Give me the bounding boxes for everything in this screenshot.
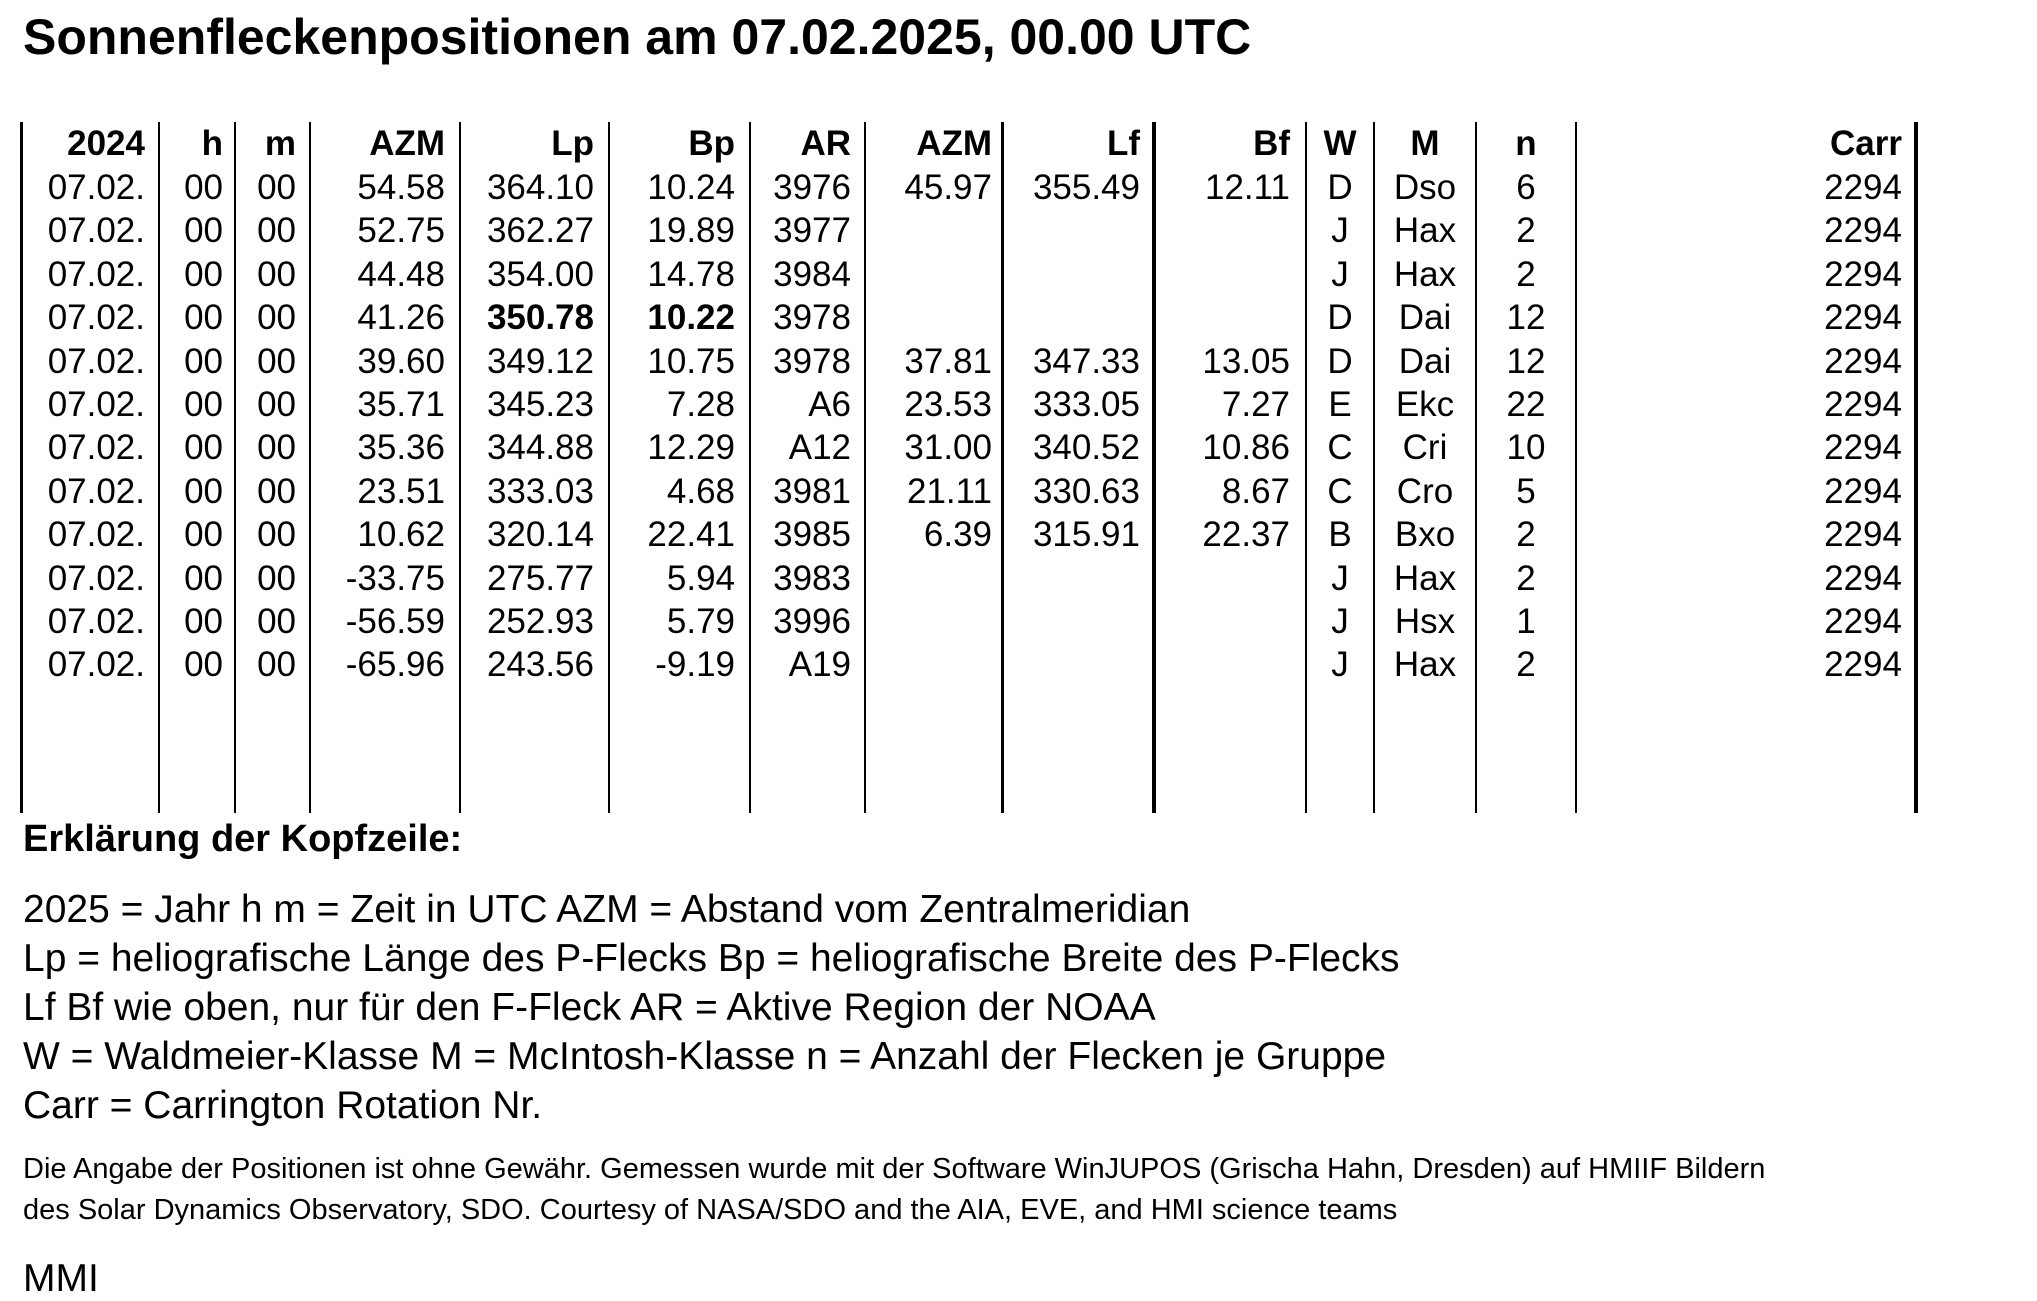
table-cell-h: 00: [184, 168, 223, 207]
table-cell-bp: 12.29: [647, 428, 735, 468]
table-cell-w: C: [1327, 471, 1353, 511]
table-cell-azm-f: 31.00: [904, 428, 992, 468]
table-cell-h: 00: [184, 298, 223, 338]
table-cell-lp: 345.23: [486, 385, 594, 424]
table-cell-carr: 2294: [1824, 341, 1902, 381]
table-cell-year: 07.02.: [47, 254, 145, 294]
header-azm-f: AZM: [916, 124, 992, 163]
legend-line: Carr = Carrington Rotation Nr.: [23, 1084, 543, 1127]
table-cell-h: 00: [184, 428, 223, 468]
table-cell-bp: 22.41: [647, 515, 735, 555]
table-cell-lf: 330.63: [1032, 471, 1140, 511]
table-cell-carr: 2294: [1824, 558, 1902, 598]
legend-line: 2025 = Jahr h m = Zeit in UTC AZM = Abstand vom Zentralmeridian: [23, 888, 1191, 931]
table-cell-year: 07.02.: [47, 602, 145, 641]
table-cell-ar: 3976: [773, 168, 851, 207]
table-cell-carr: 2294: [1824, 254, 1902, 294]
table-cell-w: J: [1331, 254, 1349, 294]
table-cell-m: 00: [257, 254, 296, 294]
table-cell-azm-f: 6.39: [923, 515, 992, 555]
legend-line: W = Waldmeier-Klasse M = McIntosh-Klasse n = Anzahl der Flecken je Gruppe: [23, 1035, 1387, 1078]
table-cell-ar: A12: [788, 428, 851, 468]
table-cell-h: 00: [184, 645, 223, 685]
table-cell-bf: 8.67: [1221, 471, 1290, 511]
table-cell-lp: 320.14: [486, 515, 594, 555]
column-divider: [1914, 122, 1918, 813]
table-cell-lp: 243.56: [486, 645, 594, 685]
table-cell-m-class: Hax: [1393, 254, 1457, 294]
table-cell-bp: 5.94: [666, 558, 735, 598]
table-cell-m: 00: [257, 645, 296, 685]
table-cell-lp: 350.78: [486, 298, 594, 338]
header-n: n: [1515, 124, 1537, 163]
table-cell-ar: 3978: [773, 341, 851, 381]
table-cell-h: 00: [184, 471, 223, 511]
table-cell-w: C: [1327, 428, 1353, 468]
table-cell-n: 22: [1506, 385, 1546, 424]
table-cell-ar: 3984: [773, 254, 851, 294]
table-cell-m: 00: [257, 385, 296, 424]
table-cell-lf: 355.49: [1032, 168, 1140, 207]
table-cell-year: 07.02.: [47, 645, 145, 685]
table-cell-h: 00: [184, 385, 223, 424]
table-cell-w: D: [1327, 298, 1353, 338]
header-azm-p: AZM: [369, 124, 445, 163]
table-cell-azm-f: 23.53: [904, 385, 992, 424]
table-cell-w: J: [1331, 602, 1349, 641]
table-cell-azm-p: 39.60: [357, 341, 445, 381]
table-cell-bf: 12.11: [1205, 168, 1290, 207]
table-cell-n: 1: [1516, 602, 1536, 641]
table-cell-azm-p: 35.36: [357, 428, 445, 468]
header-bf: Bf: [1253, 124, 1290, 163]
table-cell-bp: 7.28: [666, 385, 735, 424]
table-cell-m-class: Bxo: [1394, 515, 1456, 555]
header-bp: Bp: [688, 124, 735, 163]
table-cell-bp: 10.75: [647, 341, 735, 381]
legend-line: Lp = heliografische Länge des P-Flecks Bp = heliografische Breite des P-Flecks: [23, 937, 1400, 980]
table-cell-h: 00: [184, 254, 223, 294]
table-cell-azm-p: -56.59: [345, 602, 445, 641]
table-cell-year: 07.02.: [47, 211, 145, 251]
table-cell-azm-p: -65.96: [345, 645, 445, 685]
table-cell-h: 00: [184, 515, 223, 555]
table-cell-m: 00: [257, 341, 296, 381]
table-cell-lp: 354.00: [486, 254, 594, 294]
table-cell-n: 2: [1516, 254, 1536, 294]
table-cell-lf: 340.52: [1032, 428, 1140, 468]
table-cell-n: 5: [1516, 471, 1536, 511]
table-cell-year: 07.02.: [47, 471, 145, 511]
table-cell-lp: 344.88: [486, 428, 594, 468]
table-cell-azm-f: 45.97: [904, 168, 992, 207]
table-cell-n: 12: [1506, 298, 1546, 338]
table-cell-year: 07.02.: [47, 168, 145, 207]
table-cell-h: 00: [184, 341, 223, 381]
page-title: Sonnenfleckenpositionen am 07.02.2025, 00.00 UTC: [23, 9, 1252, 65]
table-cell-m-class: Ekc: [1395, 385, 1455, 424]
table-cell-bp: 10.24: [647, 168, 735, 207]
table-cell-lp: 364.10: [486, 168, 594, 207]
table-cell-carr: 2294: [1824, 385, 1902, 424]
table-cell-w: J: [1331, 558, 1349, 598]
table-cell-m-class: Dai: [1398, 298, 1452, 338]
table-cell-bf: 13.05: [1202, 341, 1290, 381]
table-cell-year: 07.02.: [47, 558, 145, 598]
table-cell-bp: -9.19: [655, 645, 735, 685]
table-cell-m: 00: [257, 471, 296, 511]
table-cell-carr: 2294: [1824, 645, 1902, 685]
column-divider: [1575, 122, 1577, 813]
table-cell-bf: 7.27: [1221, 385, 1290, 424]
table-cell-ar: A6: [808, 385, 851, 424]
table-cell-m: 00: [257, 558, 296, 598]
table-cell-azm-p: -33.75: [345, 558, 445, 598]
table-cell-n: 12: [1506, 341, 1546, 381]
table-cell-carr: 2294: [1824, 471, 1902, 511]
table-cell-m: 00: [257, 168, 296, 207]
table-cell-year: 07.02.: [47, 298, 145, 338]
table-cell-lf: 315.91: [1032, 515, 1140, 555]
table-cell-ar: A19: [788, 645, 851, 685]
table-cell-n: 2: [1516, 515, 1536, 555]
table-cell-n: 10: [1506, 428, 1546, 468]
table-cell-ar: 3978: [773, 298, 851, 338]
table-cell-m-class: Hax: [1393, 558, 1457, 598]
header-h: h: [201, 124, 223, 163]
table-cell-azm-p: 10.62: [357, 515, 445, 555]
legend-title: Erklärung der Kopfzeile:: [23, 818, 463, 860]
table-cell-w: J: [1331, 645, 1349, 685]
legend-line: Lf Bf wie oben, nur für den F-Fleck AR = Aktive Region der NOAA: [23, 986, 1156, 1029]
table-cell-carr: 2294: [1824, 298, 1902, 338]
table-cell-lf: 347.33: [1032, 341, 1140, 381]
table-cell-year: 07.02.: [47, 428, 145, 468]
table-cell-bf: 10.86: [1202, 428, 1290, 468]
table-cell-azm-p: 44.48: [357, 254, 445, 294]
table-cell-h: 00: [184, 558, 223, 598]
table-cell-ar: 3977: [773, 211, 851, 251]
table-cell-m-class: Dai: [1398, 341, 1452, 381]
table-cell-azm-f: 37.81: [904, 341, 992, 381]
header-w: W: [1323, 124, 1357, 163]
table-cell-m-class: Hax: [1393, 211, 1457, 251]
table-cell-azm-p: 52.75: [357, 211, 445, 251]
table-cell-azm-f: 21.11: [907, 471, 992, 511]
table-cell-bp: 10.22: [647, 298, 735, 338]
table-cell-lf: 333.05: [1032, 385, 1140, 424]
header-carr: Carr: [1830, 124, 1902, 163]
table-cell-year: 07.02.: [47, 341, 145, 381]
table-cell-lp: 275.77: [486, 558, 594, 598]
table-cell-m-class: Cri: [1402, 428, 1448, 468]
table-cell-ar: 3985: [773, 515, 851, 555]
table-cell-m: 00: [257, 602, 296, 641]
header-m: m: [264, 124, 296, 163]
table-cell-w: J: [1331, 211, 1349, 251]
header-ar: AR: [800, 124, 851, 163]
header-lf: Lf: [1106, 124, 1140, 163]
table-cell-m-class: Hsx: [1394, 602, 1456, 641]
table-cell-m: 00: [257, 428, 296, 468]
table-cell-azm-p: 35.71: [357, 385, 445, 424]
table-cell-ar: 3996: [773, 602, 851, 641]
table-cell-m: 00: [257, 515, 296, 555]
table-cell-lp: 333.03: [486, 471, 594, 511]
disclaimer-line: Die Angabe der Positionen ist ohne Gewähr. Gemessen wurde mit der Software WinJUPOS (Grischa Hahn, Dresden) auf HMIIF Bildern: [23, 1153, 1766, 1185]
table-cell-ar: 3981: [773, 471, 851, 511]
table-cell-bp: 14.78: [647, 254, 735, 294]
table-cell-m-class: Hax: [1393, 645, 1457, 685]
table-cell-carr: 2294: [1824, 211, 1902, 251]
table-cell-n: 6: [1516, 168, 1536, 207]
table-cell-azm-p: 54.58: [357, 168, 445, 207]
table-cell-carr: 2294: [1824, 428, 1902, 468]
header-year: 2024: [67, 124, 145, 163]
table-cell-ar: 3983: [773, 558, 851, 598]
table-cell-w: B: [1328, 515, 1352, 555]
table-cell-bp: 19.89: [647, 211, 735, 251]
table-cell-azm-p: 23.51: [357, 471, 445, 511]
table-cell-h: 00: [184, 211, 223, 251]
disclaimer-line: des Solar Dynamics Observatory, SDO. Courtesy of NASA/SDO and the AIA, EVE, and HMI science teams: [23, 1194, 1398, 1226]
table-cell-lp: 349.12: [486, 341, 594, 381]
table-cell-lp: 362.27: [486, 211, 594, 251]
signature: MMI: [23, 1257, 99, 1300]
table-cell-bp: 5.79: [666, 602, 735, 641]
table-cell-m-class: Dso: [1393, 168, 1457, 207]
table-cell-lp: 252.93: [486, 602, 594, 641]
table-cell-carr: 2294: [1824, 602, 1902, 641]
table-cell-w: D: [1327, 168, 1353, 207]
table-cell-w: E: [1328, 385, 1352, 424]
table-cell-w: D: [1327, 341, 1353, 381]
table-cell-h: 00: [184, 602, 223, 641]
table-cell-bf: 22.37: [1202, 515, 1290, 555]
table-cell-n: 2: [1516, 558, 1536, 598]
table-cell-bp: 4.68: [666, 471, 735, 511]
table-cell-carr: 2294: [1824, 168, 1902, 207]
table-cell-carr: 2294: [1824, 515, 1902, 555]
table-cell-n: 2: [1516, 645, 1536, 685]
table-cell-year: 07.02.: [47, 515, 145, 555]
table-cell-m-class: Cro: [1396, 471, 1454, 511]
table-cell-year: 07.02.: [47, 385, 145, 424]
header-m-class: M: [1410, 124, 1440, 163]
table-cell-n: 2: [1516, 211, 1536, 251]
header-lp: Lp: [551, 124, 594, 163]
table-cell-m: 00: [257, 298, 296, 338]
table-cell-azm-p: 41.26: [357, 298, 445, 338]
table-cell-m: 00: [257, 211, 296, 251]
